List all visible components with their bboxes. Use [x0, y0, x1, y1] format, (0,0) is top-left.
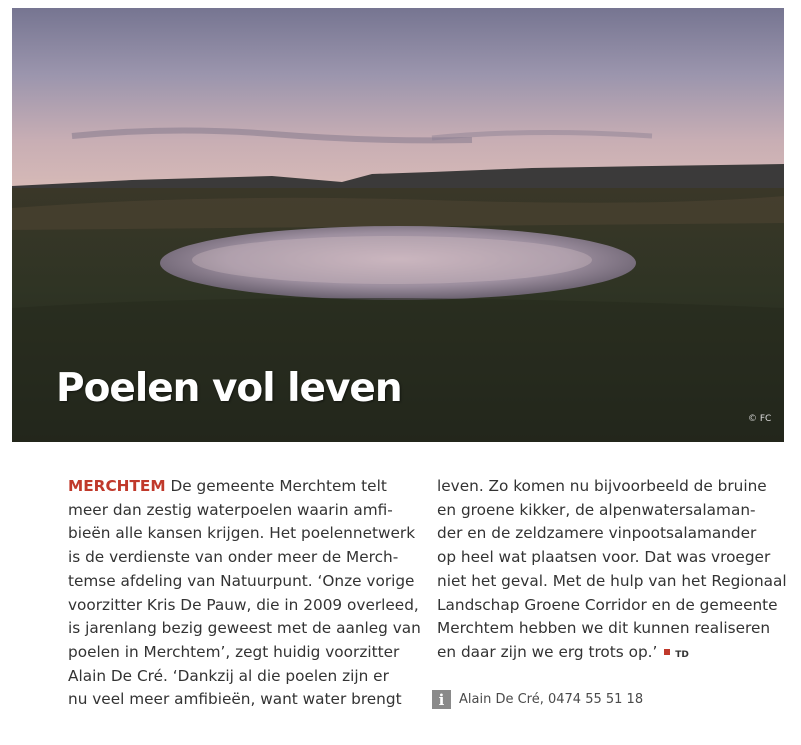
column-line: der en de zeldzamere vinpootsalamander [437, 524, 757, 543]
column-line: meer dan zestig waterpoelen waarin amfi- [68, 500, 393, 519]
contact-text: Alain De Cré, 0474 55 51 18 [459, 692, 644, 707]
column-line: op heel wat plaatsen voor. Dat was vroeger [437, 548, 771, 567]
red-square-icon [664, 649, 670, 655]
column-line-last [437, 641, 777, 668]
info-icon: i [432, 690, 451, 709]
column-line: Alain De Cré. ‘Dankzij al die poelen zijn er [68, 666, 389, 685]
column-line: is de verdienste van onder meer de Merch- [68, 548, 399, 567]
column-line: is jarenlang bezig geweest met de aanleg van [68, 619, 421, 638]
article-column-1 [68, 475, 423, 712]
author-initials: TD [675, 649, 689, 660]
article-column-2 [437, 475, 787, 668]
column-line: Landschap Groene Corridor en de gemeente [437, 595, 778, 614]
location-kicker: MERCHTEM [68, 477, 166, 495]
column-line: leven. Zo komen nu bijvoorbeeld de bruine [437, 477, 767, 495]
column-line: niet het geval. Met de hulp van het Regionaal [437, 571, 787, 590]
contact-info [432, 690, 643, 709]
column-line: temse afdeling van Natuurpunt. ‘Onze vorige [68, 571, 415, 590]
photo-credit: © FC [748, 414, 772, 424]
column-line: poelen in Merchtem’, zegt huidig voorzitter [68, 642, 400, 661]
column-line: nu veel meer amfibieën, want water brengt [68, 690, 402, 709]
column-line-text: en daar zijn we erg trots op.’ [437, 642, 658, 661]
column-line: voorzitter Kris De Pauw, die in 2009 overleed, [68, 595, 419, 614]
column-line: en groene kikker, de alpenwatersalaman- [437, 500, 756, 519]
column-line [68, 475, 423, 499]
column-line: bieën alle kansen krijgen. Het poelennetwerk [68, 524, 416, 543]
column-line: Merchtem hebben we dit kunnen realiseren [437, 619, 771, 638]
article-headline: Poelen vol leven [56, 366, 402, 411]
column-line-text: De gemeente Merchtem telt [170, 477, 387, 495]
